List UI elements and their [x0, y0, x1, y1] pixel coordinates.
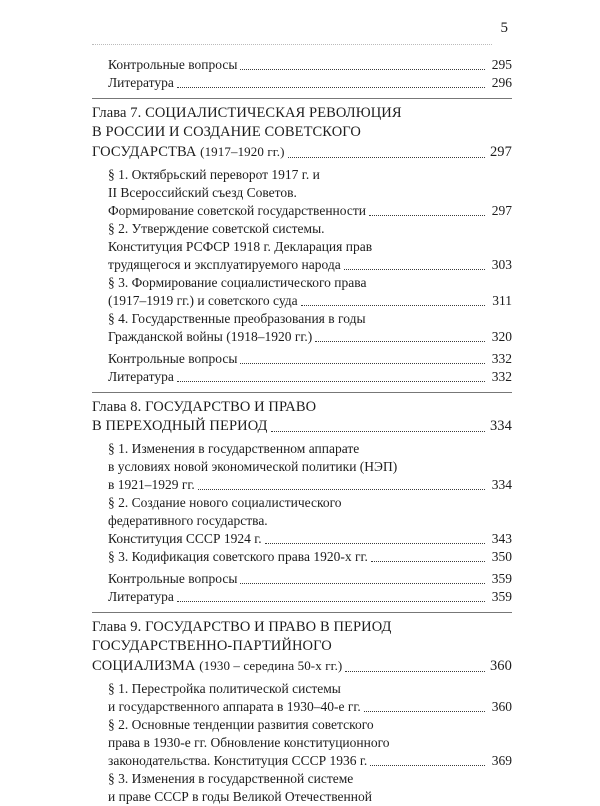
toc-entry-control-questions[interactable]: Контрольные вопросы 295 [108, 57, 512, 72]
chapter-separator [92, 98, 512, 99]
chapter-7-title-line-1[interactable]: Глава 7. СОЦИАЛИСТИЧЕСКАЯ РЕВОЛЮЦИЯ [92, 105, 402, 121]
dot-leader [345, 671, 485, 672]
header-rule [92, 44, 492, 45]
table-of-contents [92, 56, 512, 806]
chapter-separator [92, 392, 512, 393]
ch7-section-1-line-2[interactable]: II Всероссийский съезд Советов. [108, 185, 297, 200]
ch9-section-2-line-2[interactable]: права в 1930-е гг. Обновление конституционного [108, 735, 390, 750]
ch9-section-2-line-3[interactable]: законодательства. Конституция СССР 1936 г. 369 [108, 753, 512, 768]
chapter-7-page: 297 [489, 144, 512, 160]
ch7-control-questions[interactable]: Контрольные вопросы 332 [108, 351, 512, 366]
ch7-section-2-line-1[interactable]: § 2. Утверждение советской системы. [108, 221, 325, 236]
chapter-9-title-line-3[interactable]: СОЦИАЛИЗМА (1930 – середина 50-х гг.) 360 [92, 658, 512, 674]
ch8-section-2-line-2[interactable]: федеративного государства. [108, 513, 268, 528]
ch7-section-2-line-2[interactable]: Конституция РСФСР 1918 г. Декларация прав [108, 239, 373, 254]
chapter-8-page: 334 [489, 418, 512, 434]
chapter-7-title-line-3[interactable]: ГОСУДАРСТВА (1917–1920 гг.) 297 [92, 144, 512, 160]
dot-leader [265, 543, 485, 544]
dot-leader [315, 341, 485, 342]
ch9-section-3-line-2[interactable]: и праве СССР в годы Великой Отечественной [108, 789, 372, 804]
dot-leader [240, 363, 485, 364]
ch7-section-1-line-3[interactable]: Формирование советской государственности 297 [108, 203, 512, 218]
dot-leader [344, 269, 485, 270]
dot-leader [288, 157, 485, 158]
dot-leader [301, 305, 485, 306]
chapter-9-page: 360 [489, 658, 512, 674]
ch7-literature[interactable]: Литература 332 [108, 369, 512, 384]
chapter-9-title-line-2[interactable]: ГОСУДАРСТВЕННО-ПАРТИЙНОГО [92, 638, 332, 654]
ch8-section-2-line-1[interactable]: § 2. Создание нового социалистического [108, 495, 342, 510]
dot-leader [271, 431, 485, 432]
chapter-8-title-line-1[interactable]: Глава 8. ГОСУДАРСТВО И ПРАВО [92, 399, 317, 415]
dot-leader [177, 601, 485, 602]
chapter-8 [92, 398, 512, 436]
chapter-7-title-line-2[interactable]: В РОССИИ И СОЗДАНИЕ СОВЕТСКОГО [92, 124, 361, 140]
ch9-section-2-line-1[interactable]: § 2. Основные тенденции развития советского [108, 717, 374, 732]
ch7-section-3-line-1[interactable]: § 3. Формирование социалистического права [108, 275, 367, 290]
chapter-separator [92, 612, 512, 613]
ch8-control-questions[interactable]: Контрольные вопросы 359 [108, 571, 512, 586]
dot-leader [370, 765, 485, 766]
ch7-section-1-line-1[interactable]: § 1. Октябрьский переворот 1917 г. и [108, 167, 320, 182]
ch9-section-3-line-1[interactable]: § 3. Изменения в государственной системе [108, 771, 354, 786]
ch9-section-1-line-2[interactable]: и государственного аппарата в 1930–40-е гг. 360 [108, 699, 512, 714]
ch8-section-1-line-3[interactable]: в 1921–1929 гг. 334 [108, 477, 512, 492]
ch8-literature[interactable]: Литература 359 [108, 589, 512, 604]
toc-entry-literature[interactable]: Литература 296 [108, 75, 512, 90]
ch7-section-2-line-3[interactable]: трудящегося и эксплуатируемого народа 303 [108, 257, 512, 272]
dot-leader [240, 583, 485, 584]
ch7-section-4-line-1[interactable]: § 4. Государственные преобразования в годы [108, 311, 366, 326]
dot-leader [364, 711, 485, 712]
dot-leader [177, 381, 485, 382]
chapter-9-title-line-1[interactable]: Глава 9. ГОСУДАРСТВО И ПРАВО В ПЕРИОД [92, 619, 392, 635]
dot-leader [369, 215, 485, 216]
dot-leader [177, 87, 485, 88]
ch8-section-2-line-3[interactable]: Конституция СССР 1924 г. 343 [108, 531, 512, 546]
page-number: 5 [500, 20, 508, 36]
ch8-section-1-line-2[interactable]: в условиях новой экономической политики (НЭП) [108, 459, 398, 474]
ch8-section-1-line-1[interactable]: § 1. Изменения в государственном аппарате [108, 441, 360, 456]
dot-leader [371, 561, 485, 562]
chapter-8-title-line-2[interactable]: В ПЕРЕХОДНЫЙ ПЕРИОД 334 [92, 418, 512, 434]
ch9-section-1-line-1[interactable]: § 1. Перестройка политической системы [108, 681, 341, 696]
chapter-7 [92, 104, 512, 162]
dot-leader [240, 69, 485, 70]
ch8-section-3[interactable]: § 3. Кодификация советского права 1920-х гг. 350 [108, 549, 512, 564]
dot-leader [198, 489, 485, 490]
chapter-9 [92, 618, 512, 676]
ch7-section-4-line-2[interactable]: Гражданской войны (1918–1920 гг.) 320 [108, 329, 512, 344]
ch7-section-3-line-2[interactable]: (1917–1919 гг.) и советского суда 311 [108, 293, 512, 308]
